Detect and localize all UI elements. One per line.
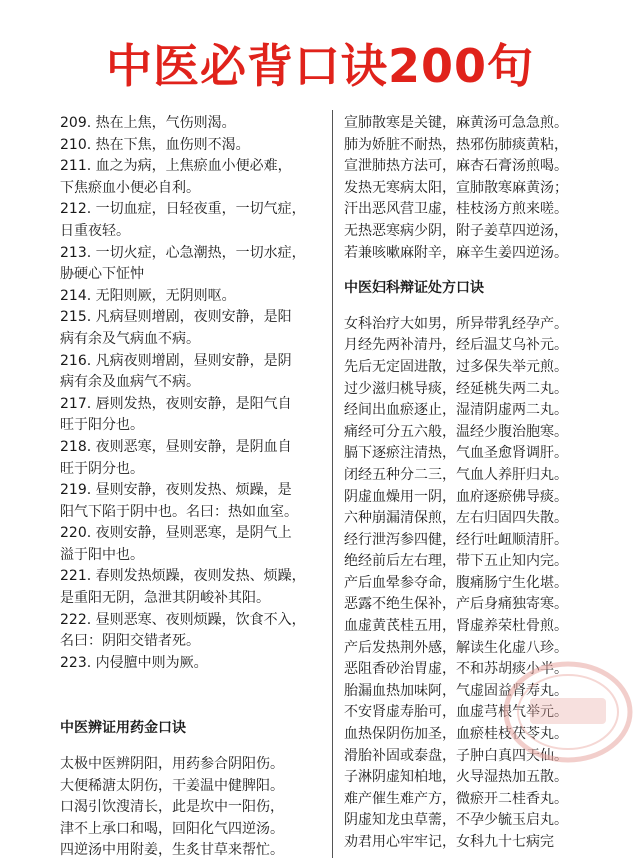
right-verses-b: [344, 314, 606, 854]
verse-line: 是重阳无阴，急泄其阴峻补其阳。: [60, 590, 270, 607]
verse-line: 旺于阳分也。: [60, 417, 144, 434]
verse-line: 209. 热在上焦，气伤则渴。: [60, 115, 236, 131]
page-title: 中医必背口诀200句: [105, 39, 535, 93]
verse-line: 六种崩漏清保煎，左右归固四失散。: [344, 510, 568, 527]
verse-line: 津不上承口和喝，回阳化气四逆汤。: [60, 820, 284, 837]
verse-line: 病有余及血病气不病。: [60, 374, 200, 391]
verse-line: 216. 凡病夜则增剧，昼则安静，是阴: [60, 352, 292, 369]
verse-line: 宣泄肺热方法可，麻杏石膏汤煎喝。: [344, 158, 568, 175]
verse-line: 宣肺散寒是关键，麻黄汤可急急煎。: [344, 115, 568, 131]
verse-line: 闭经五种分二三，气血人养肝归丸。: [344, 466, 568, 483]
verse-line: 经间出血瘀逐止，湿清阴虚两二丸。: [344, 402, 568, 419]
verse-line: 溢于阳中也。: [60, 546, 144, 563]
verse-line: 发热无寒病太阳，宣肺散寒麻黄汤；: [344, 179, 568, 196]
verse-line: 阴虚血燥用一阴，血府逐瘀佛导痰。: [344, 488, 568, 505]
left-verses: [60, 113, 322, 674]
verse-line: 210. 热在下焦，血伤则不渴。: [60, 136, 250, 153]
verse-line: 218. 夜则恶寒，昼则安静，是阴血自: [60, 438, 292, 455]
verse-line: 过少滋归桃导痰，经延桃失两二丸。: [344, 380, 568, 397]
verse-line: 211. 血之为病，上焦瘀血小便必难，: [60, 158, 292, 175]
verse-line: 先后无定固进散，过多保失举元煎。: [344, 358, 568, 375]
verse-line: 膈下逐瘀注清热，气血圣愈肾调肝。: [344, 445, 568, 462]
verse-line: 汗出恶风营卫虚，桂枝汤方煎来嗟。: [344, 201, 568, 218]
verse-line: 阴虚知龙虫草薷，不孕少毓玉启丸。: [344, 812, 568, 829]
verse-line: 病有余及气病血不病。: [60, 330, 200, 347]
verse-line: 阳气下陷于阴中也。名曰：热如血室。: [60, 503, 298, 520]
right-verses: [344, 113, 606, 264]
verse-line: 太极中医辨阴阳，用药参合阴阳伤。: [60, 756, 284, 773]
verse-line: 222. 昼则恶寒、夜则烦躁，饮食不入，: [60, 611, 306, 628]
verse-line: 217. 唇则发热，夜则安静，是阳气自: [60, 395, 292, 412]
verse-line: 产后血晕参夺命，腹痛肠宁生化堪。: [344, 574, 568, 591]
verse-line: 无热恶寒病少阴，附子姜草四逆汤，: [344, 222, 568, 239]
verse-line: 口渴引饮溲清长，此是坎中一阳伤，: [60, 799, 284, 816]
verse-line: 痛经可分五六般，温经少腹治胞寒。: [344, 423, 568, 440]
verse-line: 日重夜轻。: [60, 222, 130, 239]
section-heading-left: 中医辨证用药金口诀: [60, 720, 186, 737]
verse-line: 212. 一切血症，日轻夜重，一切气症，: [60, 201, 306, 218]
column-divider: [332, 110, 333, 858]
verse-line: 四逆汤中用附姜，生炙甘草来帮忙。: [60, 842, 284, 859]
left-column: [60, 113, 322, 862]
verse-line: 恶露不绝生保补，产后身痛独寄寒。: [344, 596, 568, 613]
verse-line: 劝君用心牢牢记，女科九十七病完: [344, 834, 554, 850]
right-column: [344, 113, 606, 854]
verse-line: 经行泄泻参四健，经行吐衄顺清肝。: [344, 531, 568, 548]
verse-line: 223. 内侵膻中则为厥。: [60, 654, 208, 671]
verse-line: 213. 一切火症，心急潮热，一切水症，: [60, 244, 306, 261]
verse-line: 名曰：阴阳交错者死。: [60, 633, 200, 650]
verse-line: 胁硬心下怔忡: [60, 266, 144, 283]
left-verses-b: [60, 754, 322, 862]
verse-line: 难产催生难产方，微瘀开二桂香丸。: [344, 790, 568, 807]
verse-line: 滑胎补固或泰盘，子肿白真四天仙。: [344, 747, 568, 764]
verse-line: 221. 春则发热烦躁，夜则发热、烦躁，: [60, 568, 306, 585]
verse-line: 下焦瘀血小便必自利。: [60, 179, 200, 196]
verse-line: 214. 无阳则厥，无阴则呕。: [60, 287, 236, 304]
verse-line: 219. 昼则安静，夜则发热、烦躁，是: [60, 482, 292, 499]
verse-line: 大便稀溏太阴伤，干姜温中健脾阳。: [60, 777, 284, 794]
verse-line: 血虚黄芪桂五用，肾虚养荣杜骨煎。: [344, 618, 568, 635]
verse-line: 肺为娇脏不耐热，热邪伤肺痰黄粘，: [344, 136, 568, 153]
verse-line: 不安肾虚寿胎可，血虚芎根气举元。: [344, 704, 568, 721]
verse-line: 月经先两补清丹，经后温艾乌补元。: [344, 337, 568, 354]
verse-line: 恶阻香砂治胃虚，不和苏胡痰小半。: [344, 661, 568, 678]
verse-line: 子淋阴虚知柏地，火导湿热加五散。: [344, 769, 568, 786]
verse-line: 215. 凡病昼则增剧，夜则安静，是阳: [60, 309, 292, 326]
verse-line: 胎漏血热加味阿，气虚固益肾寿丸。: [344, 682, 568, 699]
verse-line: 旺于阴分也。: [60, 460, 144, 477]
verse-line: 女科治疗大如男，所异带乳经孕产。: [344, 315, 568, 332]
verse-line: 产后发热荆外感，解读生化虚八珍。: [344, 639, 568, 656]
section-heading-right: 中医妇科辩证处方口诀: [344, 280, 484, 297]
verse-line: 绝经前后左右理，带下五止知内完。: [344, 553, 568, 570]
verse-line: 若兼咳嗽麻附辛，麻辛生姜四逆汤。: [344, 244, 568, 261]
verse-line: 220. 夜则安静，昼则恶寒，是阴气上: [60, 525, 292, 542]
verse-line: 血热保阴伤加圣，血瘀桂枝茯苓丸。: [344, 726, 568, 743]
